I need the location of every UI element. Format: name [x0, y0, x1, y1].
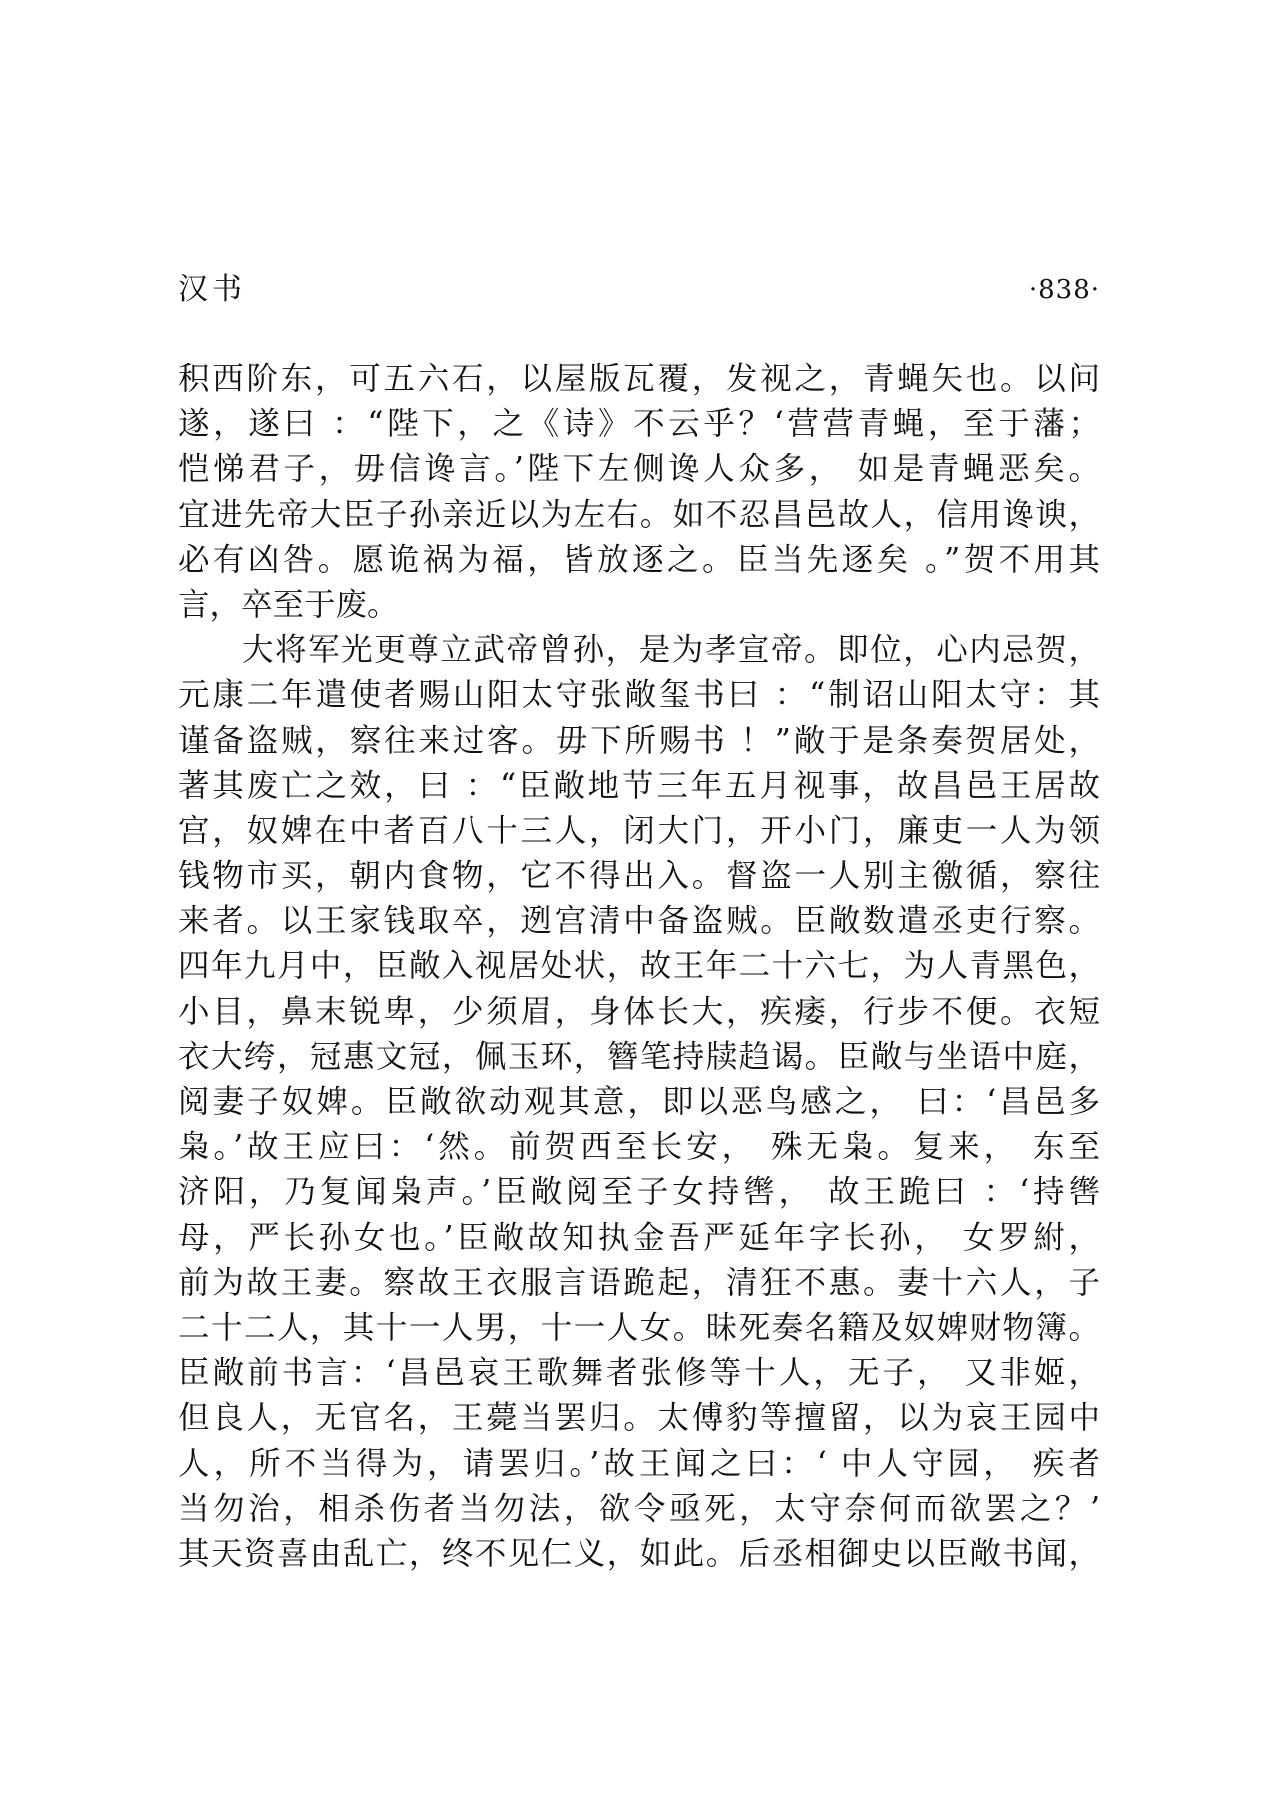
text-line: 臣敞前书言：‘昌邑哀王歌舞者张修等十人，无子， 又非姬，: [178, 1355, 1100, 1392]
text-line: 必有凶咎。愿诡祸为福，皆放逐之。臣当先逐矣 。”贺不用其: [178, 541, 1100, 578]
text-line: 前为故王妻。察故王衣服言语跪起，清狂不惠。妻十六人，子: [178, 1264, 1100, 1301]
text-line: 枭。’故王应曰：‘然。前贺西至长安， 殊无枭。复来， 东至: [178, 1129, 1100, 1166]
text-line: 小目，鼻末锐卑，少须眉，身体长大，疾痿，行步不便。衣短: [178, 993, 1100, 1030]
paragraph-first-line: 大将军光更尊立武帝曾孙，是为孝宣帝。即位，心内忌贺，: [242, 632, 1100, 669]
text-line: 来者。以王家钱取卒，迾宫清中备盗贼。臣敞数遣丞吏行察。: [178, 903, 1100, 940]
text-line: 著其废亡之效，曰 ：“臣敞地节三年五月视事，故昌邑王居故: [178, 767, 1100, 804]
text-line: 宜进先帝大臣子孙亲近以为左右。如不忍昌邑故人，信用谗谀，: [178, 496, 1100, 533]
text-line: 阅妻子奴婢。臣敞欲动观其意，即以恶鸟感之， 曰：‘昌邑多: [178, 1084, 1100, 1120]
text-line: 钱物市买，朝内食物，它不得出入。督盗一人别主徼循，察往: [178, 858, 1100, 895]
text-line: 谨备盗贼，察往来过客。毋下所赐书 ！”敞于是条奏贺居处，: [178, 722, 1100, 759]
text-line: 其天资喜由乱亡，终不见仁义，如此。后丞相御史以臣敞书闻，: [178, 1535, 1100, 1572]
text-line: 当勿治，相杀伤者当勿法，欲令亟死，太守奈何而欲罢之？’: [178, 1490, 1100, 1527]
body-text: [178, 357, 1100, 1577]
page-number: ·838·: [1028, 275, 1100, 305]
text-line: 言，卒至于废。: [178, 586, 399, 623]
text-line: 但良人，无官名，王薨当罢归。太傅豹等擅留，以为哀王园中: [178, 1400, 1100, 1437]
text-line: 恺悌君子，毋信谗言。’陛下左侧谗人众多， 如是青蝇恶矣。: [178, 451, 1100, 488]
book-title: 汉书: [178, 272, 246, 307]
text-line: 四年九月中，臣敞入视居处状，故王年二十六七，为人青黑色，: [178, 948, 1100, 985]
text-line: 宫，奴婢在中者百八十三人，闭大门，开小门，廉吏一人为领: [178, 812, 1100, 849]
running-header: [178, 270, 1100, 310]
text-line: 积西阶东，可五六石，以屋版瓦覆，发视之，青蝇矢也。以问: [178, 361, 1100, 397]
text-line: 元康二年遣使者赐山阳太守张敞玺书曰 ：“制诏山阳太守：其: [178, 677, 1100, 714]
text-line: 母，严长孙女也。’臣敞故知执金吾严延年字长孙， 女罗紨，: [178, 1219, 1100, 1256]
text-line: 遂，遂曰 ：“陛下，之《诗》不云乎？‘营营青蝇，至于藩；: [178, 406, 1100, 443]
text-line: 二十二人，其十一人男，十一人女。昧死奏名籍及奴婢财物簿。: [178, 1309, 1100, 1346]
text-line: 衣大绔，冠惠文冠，佩玉环，簪笔持牍趋谒。臣敞与坐语中庭，: [178, 1038, 1100, 1075]
text-line: 人，所不当得为，请罢归。’故王闻之曰：‘ 中人守园， 疾者: [178, 1445, 1100, 1482]
text-line: 济阳，乃复闻枭声。’臣敞阅至子女持辔， 故王跪曰 ：‘持辔: [178, 1174, 1100, 1211]
